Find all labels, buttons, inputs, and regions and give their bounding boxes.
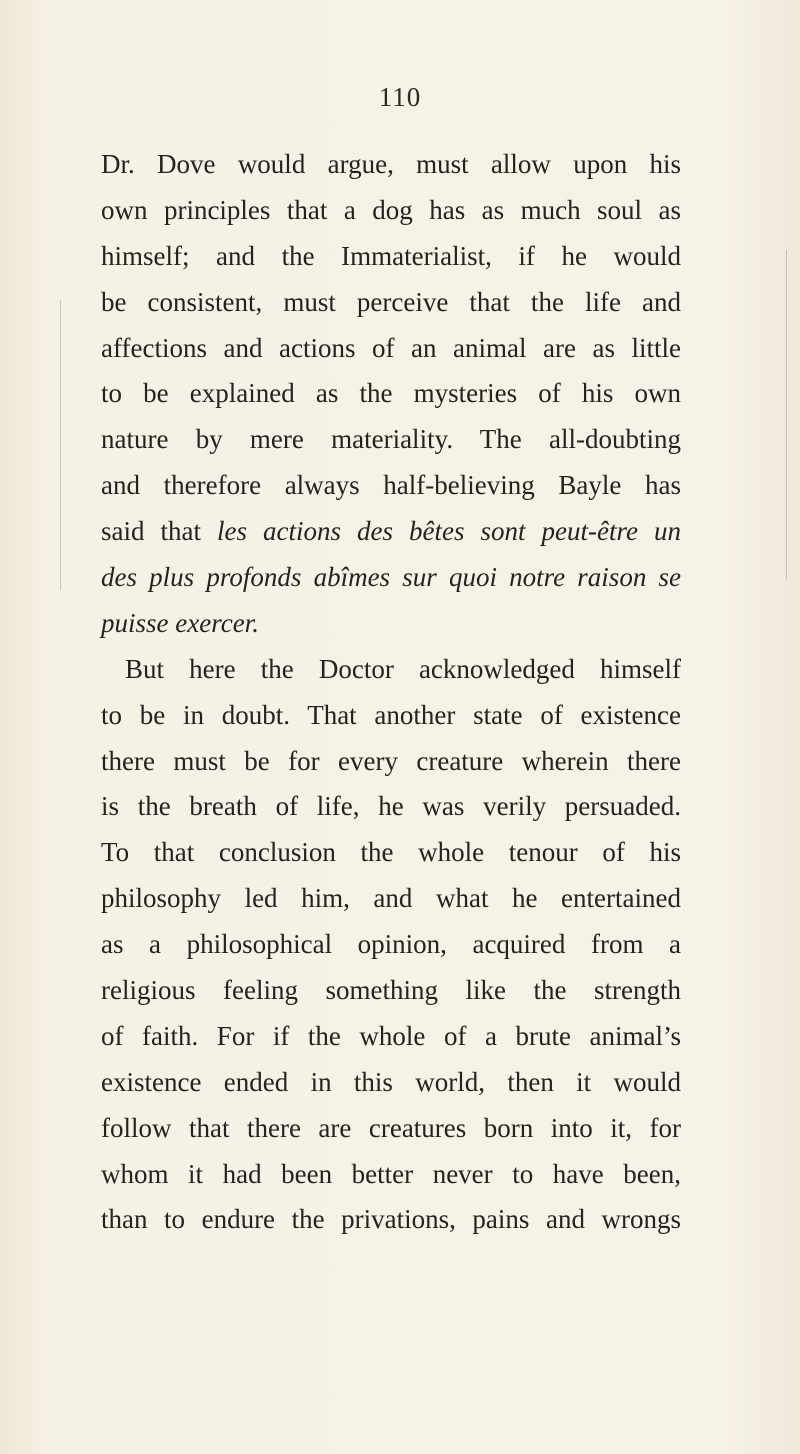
text-line <box>101 784 681 830</box>
text-line <box>101 876 681 922</box>
text-segment: to be in doubt. That another state of existence <box>101 699 681 730</box>
text-segment: said that <box>101 516 218 547</box>
body-text <box>101 142 681 1243</box>
text-segment: To that conclusion the whole tenour of his <box>101 837 681 868</box>
text-line <box>101 1014 681 1060</box>
text-segment: affections and actions of an animal are as little <box>101 332 681 363</box>
text-segment: own principles that a dog has as much soul as <box>101 194 681 225</box>
text-segment: follow that there are creatures born into it, for <box>101 1112 681 1143</box>
text-line <box>101 647 681 693</box>
text-line <box>101 1106 681 1152</box>
text-line <box>101 968 681 1014</box>
text-line <box>101 830 681 876</box>
text-segment: religious feeling something like the strength <box>101 975 681 1006</box>
text-line <box>101 922 681 968</box>
text-line <box>101 555 681 601</box>
text-segment: philosophy led him, and what he entertained <box>101 883 681 914</box>
text-line <box>101 1197 681 1243</box>
text-segment: nature by mere materiality. The all-doubting <box>101 424 681 455</box>
text-line <box>101 1060 681 1106</box>
text-line <box>101 509 681 555</box>
text-segment: of faith. For if the whole of a brute animal’s <box>101 1020 681 1051</box>
text-line <box>101 739 681 785</box>
page-number: 110 <box>378 82 422 112</box>
text-line <box>101 417 681 463</box>
text-line <box>101 234 681 280</box>
text-segment: to be explained as the mysteries of his own <box>101 378 681 409</box>
text-line <box>101 1152 681 1198</box>
text-segment: than to endure the privations, pains and wrongs <box>101 1204 681 1235</box>
text-line <box>101 280 681 326</box>
text-segment: existence ended in this world, then it would <box>101 1066 681 1097</box>
page-edge-mark-right <box>786 250 787 580</box>
text-segment: and therefore always half-believing Bayle has <box>101 470 681 501</box>
text-segment: be consistent, must perceive that the life and <box>101 286 681 317</box>
text-segment: as a philosophical opinion, acquired from a <box>101 929 681 960</box>
text-line <box>101 371 681 417</box>
text-line <box>101 693 681 739</box>
text-line <box>101 463 681 509</box>
text-segment: But here the Doctor acknowledged himself <box>125 653 681 684</box>
text-line <box>101 326 681 372</box>
text-segment: there must be for every creature wherein there <box>101 745 681 776</box>
italic-text-segment: des plus profonds abîmes sur quoi notre raison se <box>101 562 681 593</box>
italic-text-segment: puisse exercer. <box>101 607 259 638</box>
text-segment: himself; and the Immaterialist, if he would <box>101 240 681 271</box>
italic-text-segment: les actions des bêtes sont peut-être un <box>217 516 682 547</box>
text-segment: whom it had been better never to have been, <box>101 1158 681 1189</box>
page-edge-mark-left <box>60 300 61 590</box>
text-line <box>101 601 681 647</box>
text-line <box>101 142 681 188</box>
text-line <box>101 188 681 234</box>
text-segment: is the breath of life, he was verily persuaded. <box>101 791 681 822</box>
text-segment: Dr. Dove would argue, must allow upon his <box>101 149 681 179</box>
